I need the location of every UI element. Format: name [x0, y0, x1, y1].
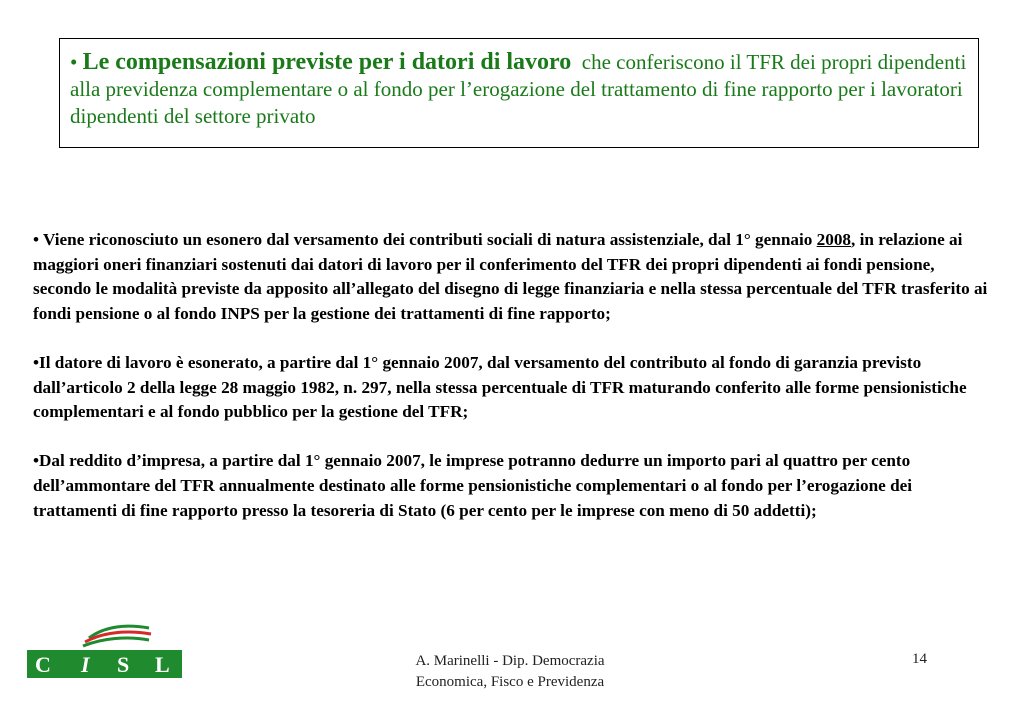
footer-line-1: A. Marinelli - Dip. Democrazia: [415, 653, 605, 669]
paragraph-1-suffix: , in relazione ai maggiori oneri finanziari sostenuti dai datori di lavoro per il conferimento del TFR dei propri dipendenti ai fondi pensione, secondo le modalità previste da apposito all’allegato del disegno di legge finanziaria e nella stessa percentuale del TFR trasferito ai fondi pensione o al fondo INPS per la gestione dei trattamenti di fine rapporto;: [33, 230, 988, 323]
title-box: [59, 38, 979, 148]
footer-line-2: Economica, Fisco e Previdenza: [415, 674, 605, 690]
paragraph-1-underlined-year: 2008: [816, 230, 852, 249]
logo-letter-c: C: [35, 652, 51, 677]
paragraph-3: •Dal reddito d’impresa, a partire dal 1° gennaio 2007, le imprese potranno dedurre un importo pari al quattro per cento dell’ammontare del TFR annualmente destinato alle forme pensionistiche complementari o al fondo per l’erogazione dei trattamenti di fine rapporto presso la tesoreria di Stato (6 per cento per le imprese con meno di 50 addetti);: [33, 451, 913, 520]
paragraph-2: •Il datore di lavoro è esonerato, a partire dal 1° gennaio 2007, dal versamento del contributo al fondo di garanzia previsto dall’articolo 2 della legge 28 maggio 1982, n. 297, nella stessa percentuale di TFR maturando conferito alle forme pensionistiche complementari e al fondo pubblico per la gestione del TFR;: [33, 352, 967, 422]
body-text: [33, 228, 993, 523]
paragraph-1-prefix: • Viene riconosciuto un esonero dal versamento dei contributi sociali di natura assistenziale, dal 1° gennaio: [33, 230, 817, 249]
logo-letter-l: L: [155, 652, 170, 677]
paragraph-1: [33, 228, 993, 326]
page-number: 14: [912, 651, 927, 667]
title-bold-text: Le compensazioni previste per i datori di lavoro: [82, 49, 572, 75]
logo-letter-i: I: [81, 652, 90, 677]
title-rest-text: che conferiscono il TFR dei propri dipendenti alla previdenza complementare o al fondo per l’erogazione del trattamento di fine rapporto per i lavoratori dipendenti del settore privato: [70, 50, 967, 128]
cisl-logo: [27, 620, 182, 682]
logo-letter-s: S: [117, 652, 130, 677]
title-bullet: •: [70, 50, 78, 74]
footer-credit: [360, 651, 660, 693]
logo-swoosh-icon: [83, 626, 151, 646]
